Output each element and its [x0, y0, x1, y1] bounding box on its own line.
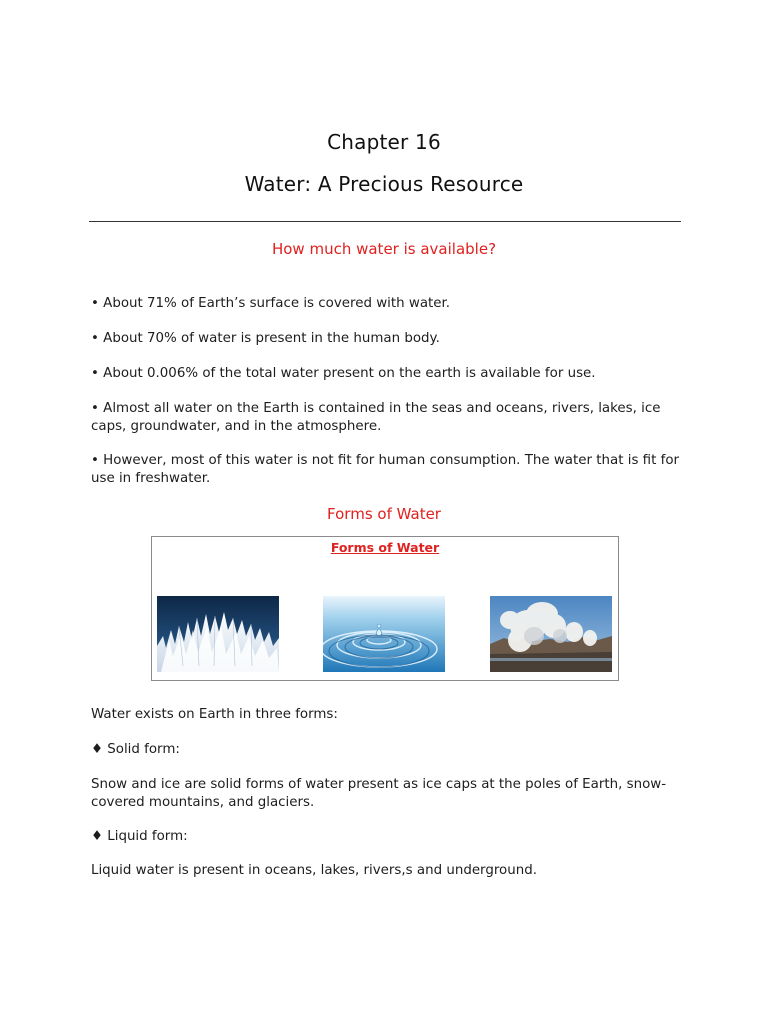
bullet-item: • About 70% of water is present in the human body.	[91, 331, 440, 346]
bullet-item: • About 0.006% of the total water present on the earth is available for use.	[91, 366, 596, 381]
title-divider	[89, 221, 681, 222]
bullet-item: • Almost all water on the Earth is contained in the seas and oceans, rivers, lakes, ice caps, groundwater, and in the atmosphere.	[91, 401, 661, 434]
chapter-number: Chapter 16	[327, 130, 441, 154]
section-heading-forms: Forms of Water	[327, 505, 441, 523]
solid-form-heading: ♦ Solid form:	[91, 742, 180, 757]
paragraph-forms-intro: Water exists on Earth in three forms:	[91, 707, 338, 722]
chapter-title: Water: A Precious Resource	[244, 172, 524, 196]
ice-crystals-image	[157, 596, 279, 672]
liquid-form-heading: ♦ Liquid form:	[91, 829, 188, 844]
figure-title: Forms of Water	[330, 540, 440, 555]
steam-geyser-image	[490, 596, 612, 672]
bullet-item: • About 71% of Earth’s surface is covered with water.	[91, 296, 451, 311]
bullet-item: • However, most of this water is not fit for human consumption. The water that is fit for use in freshwater.	[91, 453, 680, 486]
section-heading-availability: How much water is available?	[271, 240, 497, 258]
water-droplet-image	[323, 596, 445, 672]
paragraph-solid-form: Snow and ice are solid forms of water present as ice caps at the poles of Earth, snow-covered mountains, and glaciers.	[91, 777, 667, 810]
forms-of-water-figure	[151, 536, 619, 681]
paragraph-liquid-form: Liquid water is present in oceans, lakes, rivers,s and underground.	[91, 863, 537, 878]
